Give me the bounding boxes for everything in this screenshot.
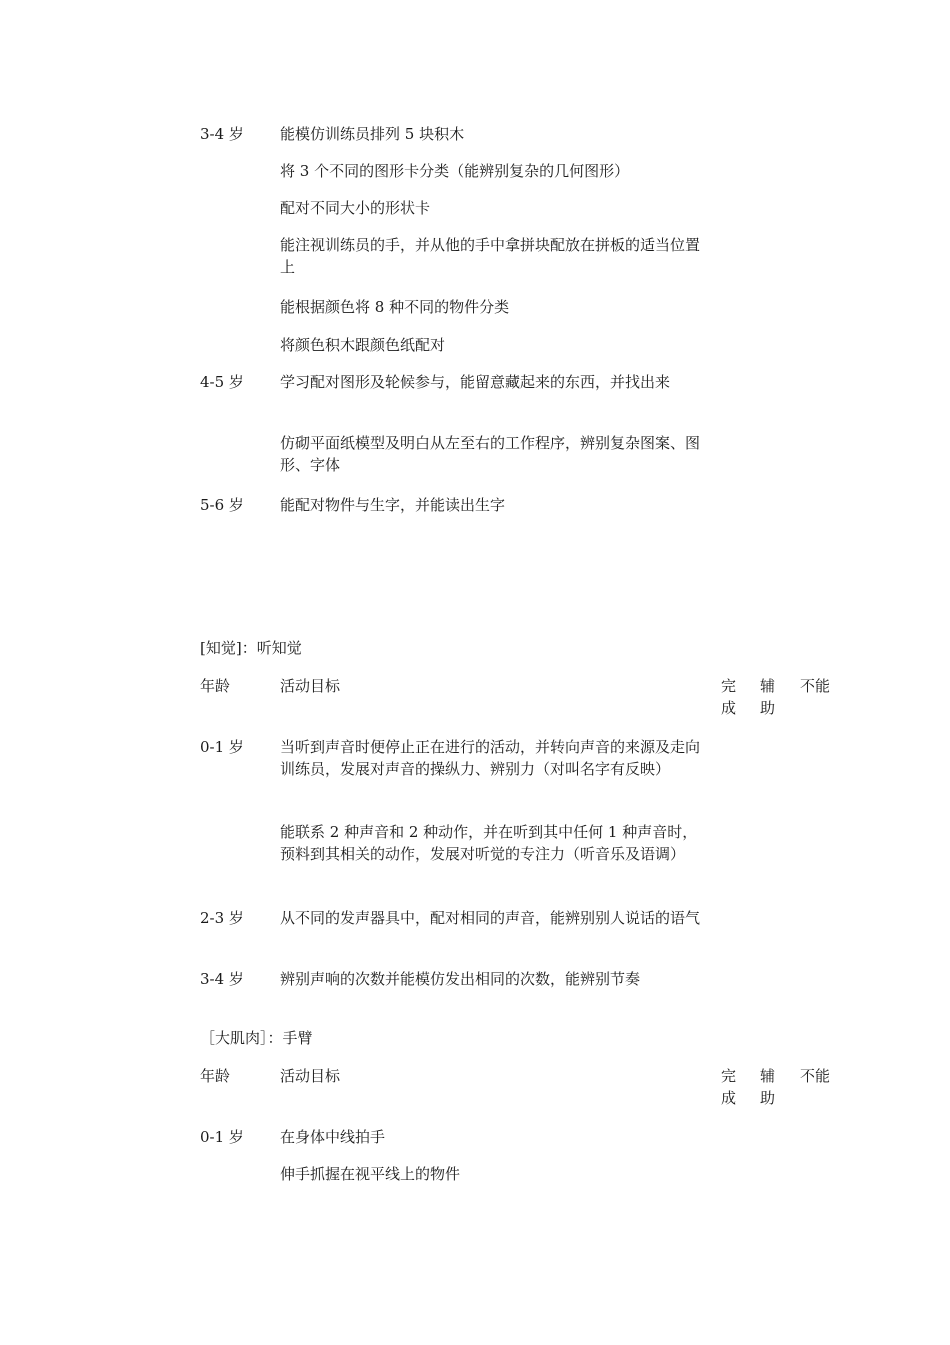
column-header-goal: 活动目标 <box>280 677 341 695</box>
activity-goal: 从不同的发声器具中，配对相同的声音，能辨别别人说话的语气 <box>280 909 701 927</box>
activity-goal: 能配对物件与生字，并能读出生字 <box>280 496 506 514</box>
age-label: 0-1 岁 <box>200 1128 244 1146</box>
activity-goal: 能根据颜色将 8 种不同的物件分类 <box>280 298 510 316</box>
activity-goal: 将颜色积木跟颜色纸配对 <box>280 336 446 354</box>
column-header-age: 年龄 <box>200 1067 231 1085</box>
age-label: 5-6 岁 <box>200 496 244 514</box>
activity-goal: 在身体中线拍手 <box>280 1128 386 1146</box>
column-header-assist: 辅助 <box>760 1067 776 1107</box>
column-header-cannot: 不能 <box>800 677 831 695</box>
column-header-done: 完成 <box>721 1067 737 1107</box>
age-label: 3-4 岁 <box>200 125 244 143</box>
activity-goal: 能注视训练员的手，并从他的手中拿拼块配放在拼板的适当位置上 <box>280 236 701 276</box>
activity-goal: 当听到声音时便停止正在进行的活动，并转向声音的来源及走向训练员，发展对声音的操纵力、辨别力（对叫名字有反映） <box>280 738 701 778</box>
activity-goal: 配对不同大小的形状卡 <box>280 199 431 217</box>
age-label: 4-5 岁 <box>200 373 244 391</box>
activity-goal: 将 3 个不同的图形卡分类（能辨别复杂的几何图形） <box>280 162 630 180</box>
column-header-age: 年龄 <box>200 677 231 695</box>
activity-goal: 仿砌平面纸模型及明白从左至右的工作程序，辨别复杂图案、图形、字体 <box>280 434 701 474</box>
column-header-cannot: 不能 <box>800 1067 831 1085</box>
section-title: [知觉]：听知觉 <box>200 639 302 657</box>
activity-goal: 能模仿训练员排列 5 块积木 <box>280 125 465 143</box>
column-header-done: 完成 <box>721 677 737 717</box>
column-header-assist: 辅助 <box>760 677 776 717</box>
age-label: 0-1 岁 <box>200 738 244 756</box>
activity-goal: 伸手抓握在视平线上的物件 <box>280 1165 461 1183</box>
activity-goal: 辨别声响的次数并能模仿发出相同的次数，能辨别节奏 <box>280 970 641 988</box>
section-title: ［大肌肉］：手臂 <box>200 1029 313 1047</box>
column-header-goal: 活动目标 <box>280 1067 341 1085</box>
age-label: 2-3 岁 <box>200 909 244 927</box>
activity-goal: 能联系 2 种声音和 2 种动作，并在听到其中任何 1 种声音时，预料到其相关的动作，发展对听觉的专注力（听音乐及语调） <box>280 823 698 863</box>
activity-goal: 学习配对图形及轮候参与，能留意藏起来的东西，并找出来 <box>280 373 671 391</box>
age-label: 3-4 岁 <box>200 970 244 988</box>
